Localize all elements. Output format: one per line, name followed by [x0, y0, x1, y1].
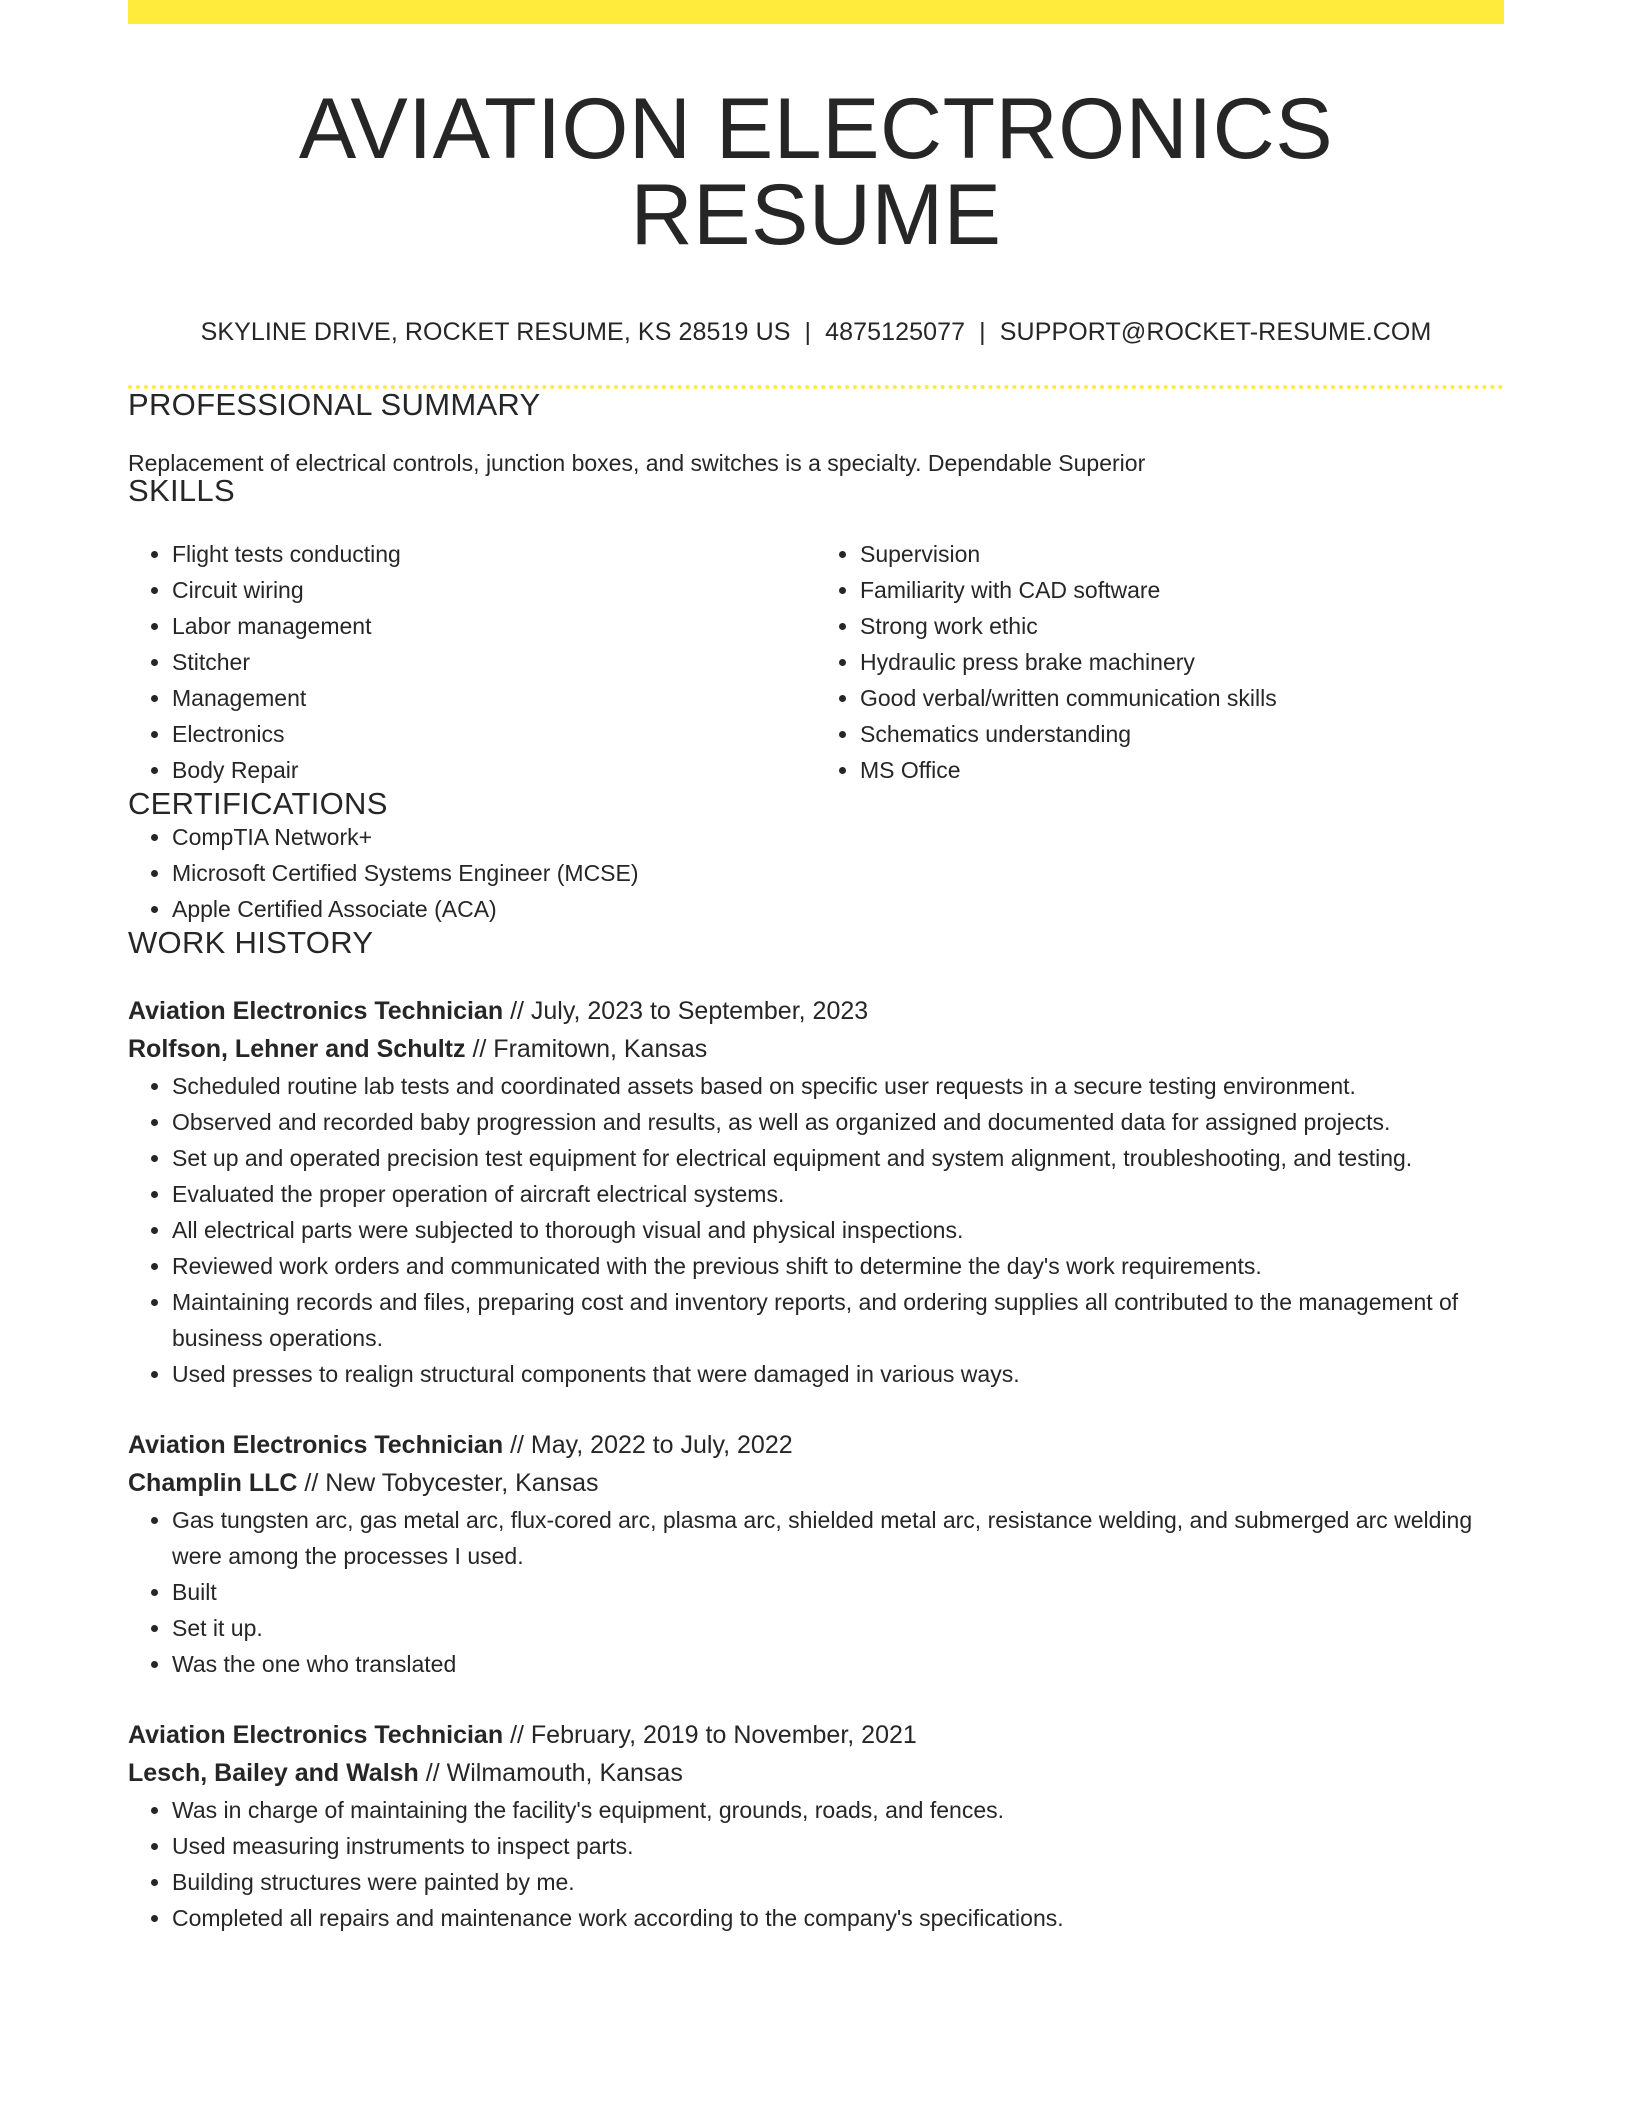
job-location: // Wilmamouth, Kansas [425, 1759, 683, 1787]
skill-item: • Labor management [172, 608, 816, 644]
job-company-line [128, 1030, 1504, 1068]
job-title: Aviation Electronics Technician [128, 1431, 504, 1459]
job-duty: • Scheduled routine lab tests and coordinated assets based on specific user requests in a secure testing environment. [172, 1068, 1504, 1104]
job-duty: • All electrical parts were subjected to thorough visual and physical inspections. [172, 1212, 1504, 1248]
skills-list-right [816, 536, 1504, 788]
skill-item: • Circuit wiring [172, 572, 816, 608]
skill-item: • Hydraulic press brake machinery [860, 644, 1504, 680]
job-title-line [128, 1716, 1504, 1754]
job-dates: // July, 2023 to September, 2023 [510, 997, 869, 1025]
contact-address: SKYLINE DRIVE, ROCKET RESUME, KS 28519 US [200, 318, 791, 346]
contact-separator: | [979, 318, 986, 346]
job-company: Champlin LLC [128, 1469, 298, 1497]
job-company-line [128, 1754, 1504, 1792]
skill-item: • Familiarity with CAD software [860, 572, 1504, 608]
skill-item: • Strong work ethic [860, 608, 1504, 644]
job-duty: • Completed all repairs and maintenance work according to the company's specifications. [172, 1900, 1504, 1936]
job-title-line [128, 1426, 1504, 1464]
job-duty: • Building structures were painted by me. [172, 1864, 1504, 1900]
section-heading-skills: SKILLS [128, 473, 235, 508]
job-duties-list [128, 1502, 1504, 1682]
job-duty: • Reviewed work orders and communicated with the previous shift to determine the day's work requirements. [172, 1248, 1504, 1284]
job-duty: • Evaluated the proper operation of aircraft electrical systems. [172, 1176, 1504, 1212]
job-title-line [128, 992, 1504, 1030]
job-dates: // February, 2019 to November, 2021 [510, 1721, 917, 1749]
skill-item: • Supervision [860, 536, 1504, 572]
certifications-list [128, 819, 1504, 927]
section-heading-certifications: CERTIFICATIONS [128, 786, 388, 821]
job-company: Lesch, Bailey and Walsh [128, 1759, 419, 1787]
job-location: // New Tobycester, Kansas [304, 1469, 599, 1497]
contact-line [128, 320, 1504, 345]
certification-item: • CompTIA Network+ [172, 819, 1504, 855]
job-company: Rolfson, Lehner and Schultz [128, 1035, 466, 1063]
skill-item: • Schematics understanding [860, 716, 1504, 752]
skills-list-left [128, 536, 816, 788]
skill-item: • Stitcher [172, 644, 816, 680]
skill-item: • Body Repair [172, 752, 816, 788]
certification-item: • Microsoft Certified Systems Engineer (MCSE) [172, 855, 1504, 891]
job-dates: // May, 2022 to July, 2022 [510, 1431, 793, 1459]
job-duties-list [128, 1068, 1504, 1392]
job-entry [128, 992, 1504, 1392]
job-duty: • Built [172, 1574, 1504, 1610]
job-duty: • Gas tungsten arc, gas metal arc, flux-cored arc, plasma arc, shielded metal arc, resistance welding, and submerged arc welding were among the processes I used. [172, 1502, 1504, 1574]
contact-separator: | [804, 318, 812, 346]
job-duty: • Was in charge of maintaining the facility's equipment, grounds, roads, and fences. [172, 1792, 1504, 1828]
section-heading-work-history: WORK HISTORY [128, 925, 374, 960]
job-location: // Framitown, Kansas [472, 1035, 708, 1063]
top-accent-bar [128, 0, 1504, 24]
job-duty: • Maintaining records and files, preparing cost and inventory reports, and ordering supplies all contributed to the management of business operations. [172, 1284, 1504, 1356]
job-duties-list [128, 1792, 1504, 1936]
resume-title: AVIATION ELECTRONICS RESUME [298, 81, 1334, 263]
certification-item: • Apple Certified Associate (ACA) [172, 891, 1504, 927]
job-duty: • Used presses to realign structural components that were damaged in various ways. [172, 1356, 1504, 1392]
skills-columns [128, 536, 1504, 788]
skill-item: • Management [172, 680, 816, 716]
job-duty: • Was the one who translated [172, 1646, 1504, 1682]
contact-email: SUPPORT@ROCKET-RESUME.COM [999, 318, 1432, 346]
summary-text: Replacement of electrical controls, junction boxes, and switches is a specialty. Dependable Superior [128, 450, 1146, 476]
skill-item: • Good verbal/written communication skills [860, 680, 1504, 716]
job-company-line [128, 1464, 1504, 1502]
skill-item: • MS Office [860, 752, 1504, 788]
job-duty: • Observed and recorded baby progression and results, as well as organized and documented data for assigned projects. [172, 1104, 1504, 1140]
skill-item: • Electronics [172, 716, 816, 752]
contact-phone: 4875125077 [825, 318, 966, 346]
section-heading-summary: PROFESSIONAL SUMMARY [128, 387, 541, 422]
job-duty: • Set up and operated precision test equipment for electrical equipment and system alignment, troubleshooting, and testing. [172, 1140, 1504, 1176]
skill-item: • Flight tests conducting [172, 536, 816, 572]
job-duty: • Set it up. [172, 1610, 1504, 1646]
job-duty: • Used measuring instruments to inspect parts. [172, 1828, 1504, 1864]
job-title: Aviation Electronics Technician [128, 1721, 504, 1749]
job-entry [128, 1426, 1504, 1682]
job-entry [128, 1716, 1504, 1936]
job-title: Aviation Electronics Technician [128, 997, 504, 1025]
resume-page [128, 0, 1504, 1936]
